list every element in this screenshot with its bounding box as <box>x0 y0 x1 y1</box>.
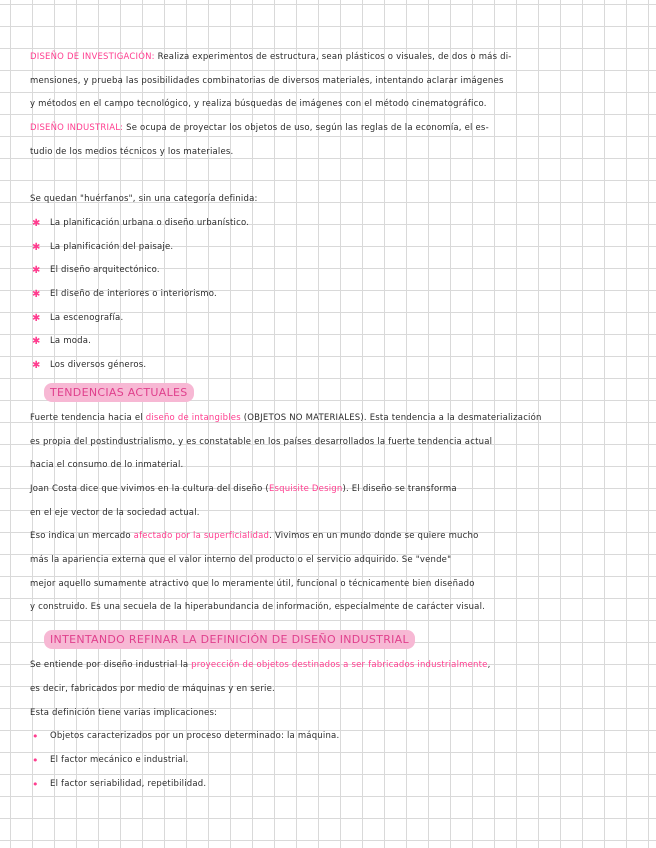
text-line <box>30 478 630 502</box>
highlighted-term: DISEÑO DE INVESTIGACIÓN: <box>30 52 155 62</box>
text-segment: Joan Costa dice que vivimos en la cultura del diseño ( <box>30 483 269 494</box>
text-line <box>30 407 630 431</box>
text-segment: más la apariencia externa que el valor interno del producto o el servicio adquirido. Se "vende" <box>30 555 452 566</box>
list-item <box>30 236 630 260</box>
text-segment: hacia el consumo de lo inmaterial. <box>30 460 184 471</box>
text-segment: ). El diseño se transforma <box>342 483 457 494</box>
text-segment: Esta definición tiene varias implicaciones: <box>30 707 218 718</box>
orphans-list <box>30 212 630 378</box>
list-item <box>30 283 630 307</box>
text-line <box>30 502 630 526</box>
paragraph-tendencias <box>30 407 630 620</box>
highlighted-term: DISEÑO INDUSTRIAL: <box>30 123 124 134</box>
highlighted-term: proyección de objetos destinados a ser fabricados industrialmente <box>191 660 488 671</box>
text-line <box>30 525 630 549</box>
text-line <box>30 46 630 70</box>
text-segment: Fuerte tendencia hacia el <box>30 412 146 423</box>
star-bullet-icon: ✱ <box>32 265 41 277</box>
list-item-text: La planificación urbana o diseño urbanístico. <box>50 217 250 228</box>
text-segment: y métodos en el campo tecnológico, y realiza búsquedas de imágenes con el método cinematográfico. <box>30 99 487 110</box>
text-segment: es decir, fabricados por medio de máquinas y en serie. <box>30 683 275 694</box>
text-segment: , <box>487 660 491 671</box>
notes-page <box>30 46 630 796</box>
highlighted-term: afectado por la superficialidad <box>133 531 270 542</box>
star-bullet-icon: ✱ <box>32 312 41 324</box>
text-segment: en el eje vector de la sociedad actual. <box>30 507 200 518</box>
text-line <box>30 596 630 620</box>
paragraph-design-types <box>30 46 630 165</box>
text-line <box>30 549 630 573</box>
text-segment: (OBJETOS NO MATERIALES). Esta tendencia a la desmaterialización <box>240 412 542 423</box>
heading-tendencias-label: TENDENCIAS ACTUALES <box>44 383 194 402</box>
list-item-text: La moda. <box>50 336 92 347</box>
highlighted-term: diseño de intangibles <box>145 412 241 423</box>
list-item-text: El diseño arquitectónico. <box>50 265 160 276</box>
list-item-text: La escenografía. <box>50 312 124 323</box>
list-item <box>30 773 630 797</box>
list-item-text: Los diversos géneros. <box>50 360 147 371</box>
paragraph-definicion <box>30 654 630 725</box>
dot-bullet-icon: • <box>32 777 39 791</box>
text-segment: Realiza experimentos de estructura, sean plásticos o visuales, de dos o más di- <box>154 52 512 62</box>
list-item <box>30 749 630 773</box>
text-segment: . Vivimos en un mundo donde se quiere mucho <box>269 531 479 542</box>
text-line <box>30 93 630 117</box>
text-line <box>30 654 630 678</box>
text-line <box>30 702 630 726</box>
list-item <box>30 212 630 236</box>
star-bullet-icon: ✱ <box>32 289 41 301</box>
list-item-text: Objetos caracterizados por un proceso determinado: la máquina. <box>50 731 340 742</box>
dot-bullet-icon: • <box>32 753 39 767</box>
text-segment: mensiones, y prueba las posibilidades combinatorias de diversos materiales, intentando aclarar imágenes <box>30 75 504 86</box>
highlighted-term: Esquisite Design <box>268 483 343 494</box>
list-item-text: El factor mecánico e industrial. <box>50 754 189 765</box>
star-bullet-icon: ✱ <box>32 360 41 372</box>
list-item <box>30 725 630 749</box>
text-line <box>30 678 630 702</box>
list-item <box>30 354 630 378</box>
text-segment: tudio de los medios técnicos y los materiales. <box>30 146 234 157</box>
text-segment: mejor aquello sumamente atractivo que lo meramente útil, funcional o técnicamente bien diseñado <box>30 578 475 589</box>
heading-definicion-label: INTENTANDO REFINAR LA DEFINICIÓN DE DISEÑO INDUSTRIAL <box>44 630 415 649</box>
star-bullet-icon: ✱ <box>32 217 41 229</box>
text-segment: Se entiende por diseño industrial la <box>30 660 192 671</box>
heading-definicion <box>44 628 630 649</box>
list-item-text: El factor seriabilidad, repetibilidad. <box>50 778 207 789</box>
text-line <box>30 117 630 141</box>
text-line <box>30 454 630 478</box>
text-line <box>30 573 630 597</box>
text-segment: y construido. Es una secuela de la hiperabundancia de información, especialmente de carácter visual. <box>30 602 486 613</box>
list-item-text: La planificación del paisaje. <box>50 241 174 252</box>
orphans-intro: Se quedan "huérfanos", sin una categoría definida: <box>30 194 258 205</box>
text-segment: Eso indica un mercado <box>30 531 134 542</box>
text-line <box>30 141 630 165</box>
star-bullet-icon: ✱ <box>32 241 41 253</box>
heading-tendencias <box>44 381 630 402</box>
text-segment: Se ocupa de proyectar los objetos de uso, según las reglas de la economía, el es- <box>123 123 489 134</box>
list-item <box>30 307 630 331</box>
implications-list <box>30 725 630 796</box>
list-item-text: El diseño de interiores o interiorismo. <box>50 289 217 300</box>
text-line <box>30 431 630 455</box>
dot-bullet-icon: • <box>32 730 39 744</box>
text-segment: es propia del postindustrialismo, y es constatable en los países desarrollados la fuerte tendencia actual <box>30 436 493 447</box>
list-item <box>30 330 630 354</box>
list-item <box>30 259 630 283</box>
star-bullet-icon: ✱ <box>32 336 41 348</box>
text-line <box>30 70 630 94</box>
